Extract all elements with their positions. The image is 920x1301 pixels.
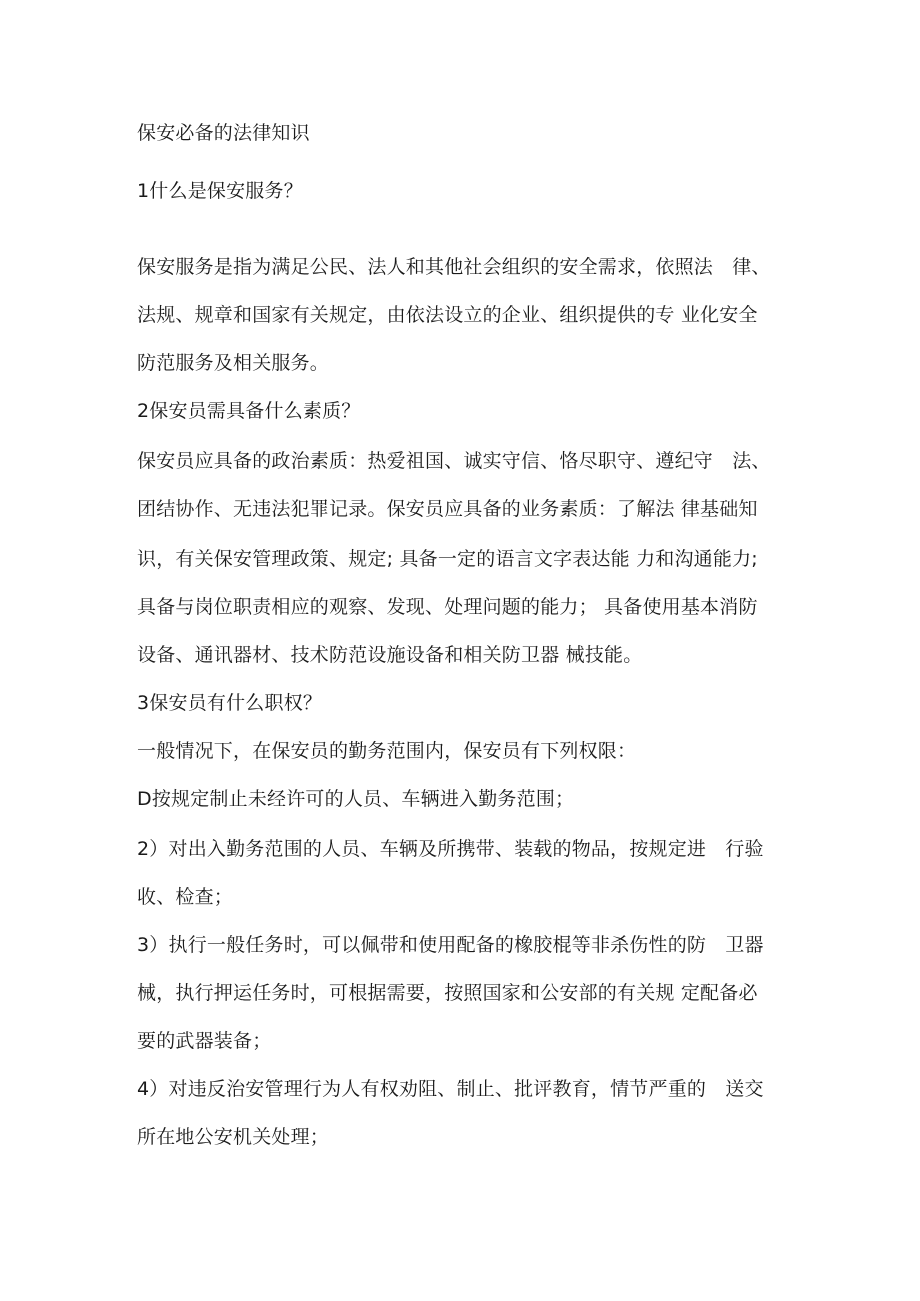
question-heading-3: 3保安员有什么职权？ xyxy=(137,692,323,714)
paragraph-line: 保安员应具备的政治素质：热爱祖国、诚实守信、恪尽职守、遵纪守 法、 xyxy=(137,450,771,472)
paragraph-line: 一般情况下，在保安员的勤务范围内，保安员有下列权限： xyxy=(137,740,637,762)
list-item-4: 4）对违反治安管理行为人有权劝阻、制止、批评教育，情节严重的 送交 xyxy=(137,1078,764,1100)
list-item-3-continued: 要的武器装备； xyxy=(137,1030,272,1052)
question-heading-1: 1什么是保安服务？ xyxy=(137,180,303,202)
paragraph-line: 具备与岗位职责相应的观察、发现、处理问题的能力； 具备使用基本消防 xyxy=(137,596,758,618)
list-item-2: 2）对出入勤务范围的人员、车辆及所携带、装载的物品，按规定进 行验 xyxy=(137,838,764,860)
list-item-4-continued: 所在地公安机关处理； xyxy=(137,1126,330,1148)
list-item-3: 3）执行一般任务时，可以佩带和使用配备的橡胶棍等非杀伤性的防 卫器 xyxy=(137,934,764,956)
document-title: 保安必备的法律知识 xyxy=(137,122,310,144)
list-item-3-continued: 械，执行押运任务时，可根据需要，按照国家和公安部的有关规 定配备必 xyxy=(137,982,758,1004)
list-item-1: D按规定制止未经许可的人员、车辆进入勤务范围； xyxy=(137,788,575,810)
paragraph-line: 法规、规章和国家有关规定，由依法设立的企业、组织提供的专 业化安全 xyxy=(137,304,758,326)
paragraph-line: 团结协作、无违法犯罪记录。保安员应具备的业务素质：了解法 律基础知 xyxy=(137,498,758,520)
paragraph-line: 设备、通讯器材、技术防范设施设备和相关防卫器 械技能。 xyxy=(137,644,643,666)
paragraph-line: 识，有关保安管理政策、规定; 具备一定的语言文字表达能 力和沟通能力; xyxy=(137,548,758,570)
paragraph-line: 保安服务是指为满足公民、法人和其他社会组织的安全需求，依照法 律、 xyxy=(137,256,771,278)
list-item-2-continued: 收、检查； xyxy=(137,886,234,908)
paragraph-line: 防范服务及相关服务。 xyxy=(137,352,330,374)
question-heading-2: 2保安员需具备什么素质？ xyxy=(137,400,361,422)
